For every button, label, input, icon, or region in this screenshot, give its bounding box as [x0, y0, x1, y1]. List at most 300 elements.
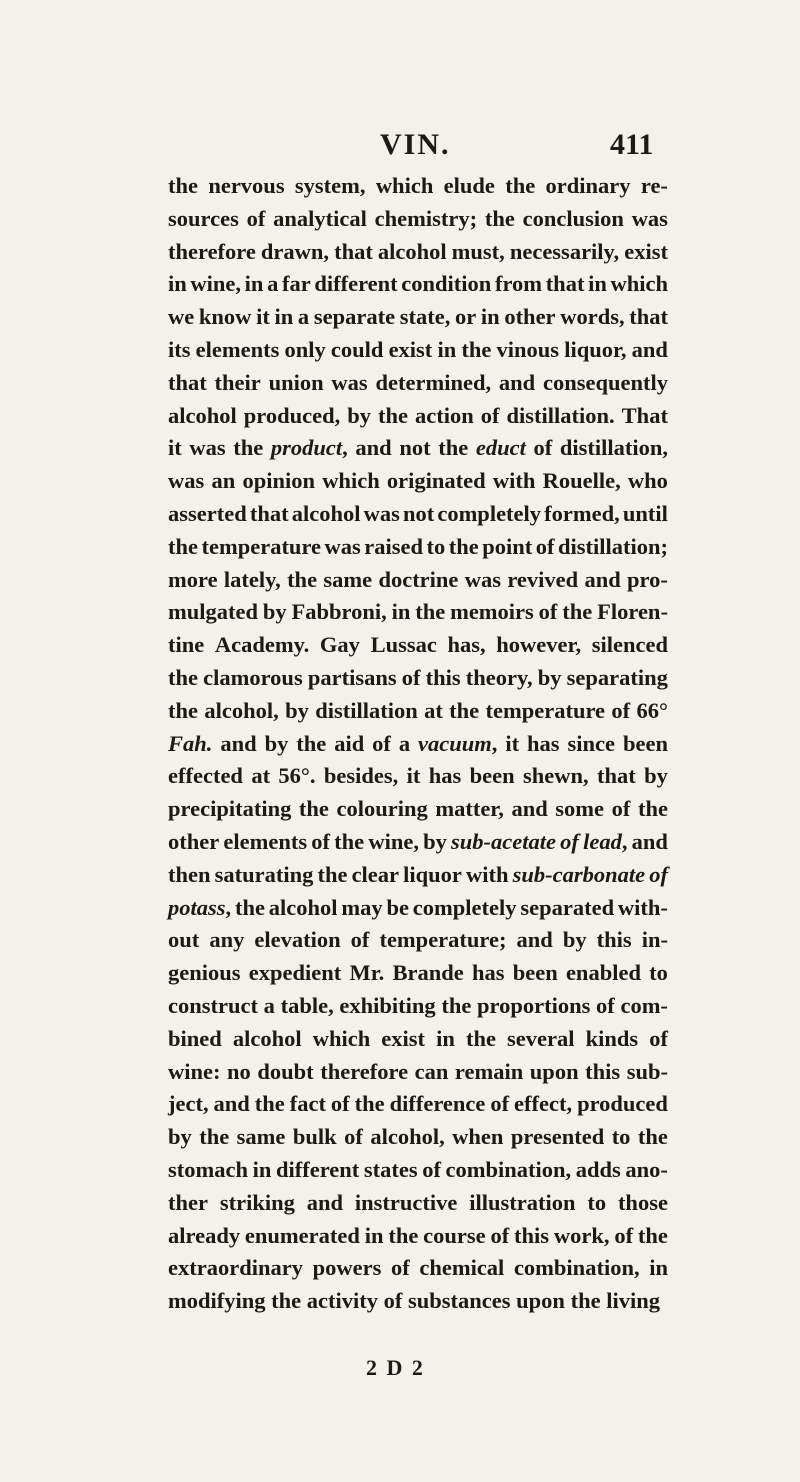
signature-mark: 2 D 2 — [366, 1355, 425, 1380]
word: genious — [168, 960, 241, 986]
word: liquor, — [564, 336, 627, 362]
word: the — [637, 796, 668, 822]
word: of — [490, 1091, 510, 1117]
word: was — [189, 435, 226, 461]
word: adds — [575, 1156, 621, 1182]
word: that — [249, 500, 289, 526]
word: produced, — [243, 402, 341, 428]
word: elements — [195, 336, 280, 362]
word: already — [168, 1222, 241, 1248]
word: Fah. — [168, 730, 213, 756]
word: alcohol — [268, 894, 338, 920]
text-line — [168, 1187, 668, 1220]
word: the — [562, 599, 593, 625]
text-line — [168, 924, 668, 957]
word: in — [649, 1255, 668, 1281]
word: wine: — [168, 1058, 221, 1084]
word: alcohol, — [204, 697, 279, 723]
word: and — [355, 435, 392, 461]
word: a — [398, 730, 411, 756]
word: with- — [617, 894, 668, 920]
word: the — [168, 664, 198, 690]
word: by — [262, 599, 287, 625]
word: living — [606, 1288, 660, 1314]
word: upon — [529, 1058, 579, 1084]
word: a — [267, 271, 279, 297]
word: condition — [401, 271, 492, 297]
word: drawn, — [260, 238, 330, 264]
word: the — [168, 697, 198, 723]
word: the — [254, 1091, 285, 1117]
word: could — [330, 336, 384, 362]
word: elements — [223, 828, 308, 854]
word: illustration — [469, 1189, 576, 1215]
word: temperature; — [379, 927, 507, 953]
word: table, — [280, 992, 334, 1018]
word: the — [415, 599, 446, 625]
word: at — [424, 697, 443, 723]
word: extraordinary — [168, 1255, 303, 1281]
word: same — [323, 566, 373, 592]
text-line — [168, 1056, 668, 1089]
word: ther — [168, 1189, 208, 1215]
word: re- — [640, 173, 668, 198]
word: distillation — [315, 697, 418, 723]
word: been — [512, 960, 558, 986]
word: lately, — [223, 566, 281, 592]
word: in — [168, 271, 187, 297]
word: know — [198, 304, 252, 330]
word: alcohol — [232, 1025, 302, 1051]
word: that — [168, 369, 207, 395]
text-line — [168, 859, 668, 892]
word: or — [454, 304, 477, 330]
word: opinion — [242, 468, 315, 494]
word: can — [414, 1058, 449, 1084]
word: of — [311, 828, 331, 854]
word: vinous — [496, 336, 560, 362]
word: 56°. — [278, 763, 316, 789]
word: may — [341, 894, 383, 920]
word: work, — [553, 1222, 610, 1248]
word: only — [284, 336, 326, 362]
word: and — [498, 369, 536, 395]
word: in — [244, 271, 264, 297]
word: consequently — [542, 369, 668, 395]
word: wine, — [190, 271, 242, 297]
word: and — [584, 566, 621, 592]
word: in — [274, 304, 294, 330]
word: Floren- — [597, 599, 668, 625]
word: any — [209, 927, 245, 953]
text-line — [168, 1252, 668, 1285]
word: effect, — [514, 1091, 573, 1117]
word: ordinary — [545, 173, 631, 198]
word: by — [285, 697, 309, 723]
word: by — [537, 664, 562, 690]
text-line — [168, 432, 668, 465]
word: besides, — [323, 763, 399, 789]
word: 66° — [636, 697, 668, 723]
word: of — [401, 664, 421, 690]
text-line — [168, 203, 668, 236]
word: temperature — [201, 533, 322, 559]
word: the — [461, 336, 492, 362]
word: revived — [507, 566, 579, 592]
word: must, — [451, 238, 505, 264]
word: in- — [641, 927, 668, 953]
word: of — [372, 730, 391, 756]
word: stomach — [168, 1156, 248, 1182]
word: course — [423, 1222, 486, 1248]
word: of — [560, 828, 579, 854]
word: fact — [289, 1091, 326, 1117]
word: Lussac — [370, 632, 437, 658]
word: temperature — [485, 697, 606, 723]
word: far — [281, 271, 311, 297]
text-line — [168, 728, 668, 761]
word: the — [296, 730, 327, 756]
word: was — [331, 369, 368, 395]
page-number: 411 — [610, 128, 654, 161]
word: was — [168, 468, 205, 494]
word: the — [484, 205, 515, 231]
word: not — [399, 435, 431, 461]
word: the — [505, 173, 536, 198]
word: exhibiting — [339, 992, 436, 1018]
word: That — [621, 402, 668, 428]
word: not — [402, 500, 435, 526]
word: same — [236, 1124, 286, 1150]
word: of — [538, 599, 558, 625]
word: by — [423, 828, 447, 854]
word: this — [514, 1222, 550, 1248]
word: educt — [475, 435, 526, 461]
word: alcohol — [377, 238, 447, 264]
word: was — [631, 205, 668, 231]
word: has — [428, 763, 462, 789]
word: precipitating — [168, 796, 292, 822]
word: chemical — [419, 1255, 505, 1281]
text-line — [168, 957, 668, 990]
word: until — [622, 500, 668, 526]
word: upon — [516, 1288, 565, 1314]
word: the — [637, 1124, 668, 1150]
word: their — [214, 369, 261, 395]
word: the — [168, 533, 198, 559]
word: of — [649, 1025, 668, 1051]
text-line — [168, 1023, 668, 1056]
text-line — [168, 236, 668, 269]
word: exist — [388, 336, 433, 362]
word: we — [168, 304, 195, 330]
word: no — [227, 1058, 251, 1084]
word: in — [436, 1025, 455, 1051]
word: activity — [306, 1288, 378, 1314]
word: and — [511, 796, 548, 822]
word: Gay — [319, 632, 360, 658]
word: determined, — [375, 369, 492, 395]
word: system, — [294, 173, 366, 198]
word: mulgated — [168, 599, 258, 625]
text-line — [168, 629, 668, 662]
word: of — [614, 1222, 634, 1248]
running-head — [0, 128, 800, 168]
word: enumerated — [244, 1222, 360, 1248]
word: ano- — [625, 1156, 668, 1182]
text-line — [168, 826, 668, 859]
word: doubt — [257, 1058, 314, 1084]
word: of — [480, 402, 500, 428]
word: modifying — [168, 1288, 266, 1314]
word: ject, — [168, 1091, 209, 1117]
text-line — [168, 498, 668, 531]
word: Brande — [392, 960, 464, 986]
word: and — [306, 1189, 343, 1215]
word: elude — [443, 173, 495, 198]
word: shewn, — [523, 763, 589, 789]
word: separated — [520, 894, 615, 920]
text-line — [168, 170, 668, 203]
word: in — [480, 304, 500, 330]
word: instructive — [354, 1189, 458, 1215]
word: to — [649, 960, 668, 986]
word: that — [597, 763, 636, 789]
word: the — [449, 697, 480, 723]
word: colouring — [336, 796, 428, 822]
word: which — [610, 271, 668, 297]
word: of — [490, 1222, 510, 1248]
text-line — [168, 990, 668, 1023]
word: union — [268, 369, 324, 395]
word: construct — [168, 992, 258, 1018]
word: alcohol — [291, 500, 361, 526]
word: and — [213, 1091, 250, 1117]
word: which — [312, 1025, 371, 1051]
word: of — [611, 796, 631, 822]
word: this — [596, 927, 632, 953]
word: it — [505, 730, 520, 756]
word: vacuum, — [418, 730, 498, 756]
word: of — [611, 697, 631, 723]
word: from — [494, 271, 543, 297]
word: the — [570, 1288, 601, 1314]
word: product, — [270, 435, 348, 461]
word: Mr. — [349, 960, 385, 986]
word: other — [504, 304, 556, 330]
text-line — [168, 400, 668, 433]
word: by — [347, 402, 372, 428]
word: different — [275, 1156, 360, 1182]
word: of — [246, 205, 266, 231]
text-line — [168, 301, 668, 334]
word: elevation — [254, 927, 341, 953]
word: com- — [620, 992, 668, 1018]
word: it — [256, 304, 270, 330]
word: of — [422, 1156, 441, 1182]
word: state, — [399, 304, 451, 330]
text-line — [168, 268, 668, 301]
word: powers — [312, 1255, 382, 1281]
word: since — [567, 730, 616, 756]
word: by — [644, 763, 668, 789]
word: sources — [168, 205, 239, 231]
word: therefore — [168, 238, 256, 264]
word: been — [622, 730, 668, 756]
word: theory, — [465, 664, 533, 690]
word: the — [637, 1222, 668, 1248]
word: that — [629, 304, 668, 330]
text-line — [168, 793, 668, 826]
word: out — [168, 927, 200, 953]
word: when — [452, 1124, 504, 1150]
word: to — [587, 1189, 607, 1215]
word: combination, — [445, 1156, 572, 1182]
word: who — [627, 468, 668, 494]
word: of — [596, 992, 615, 1018]
word: wine, — [368, 828, 419, 854]
word: effected — [168, 763, 243, 789]
word: asserted — [168, 500, 247, 526]
word: exist — [624, 238, 668, 264]
text-line — [168, 1285, 668, 1318]
word: of — [533, 435, 553, 461]
word: the — [234, 894, 265, 920]
text-line — [168, 662, 668, 695]
word: formed, — [544, 500, 620, 526]
word: alcohol, — [370, 1124, 445, 1150]
word: analytical — [273, 205, 367, 231]
word: the — [334, 828, 365, 854]
word: of — [390, 1255, 410, 1281]
word: states — [363, 1156, 418, 1182]
word: be — [386, 894, 409, 920]
word: therefore — [320, 1058, 409, 1084]
text-line — [168, 1220, 668, 1253]
word: the — [317, 861, 348, 887]
word: produced — [577, 1091, 668, 1117]
word: some — [555, 796, 605, 822]
word: partisans — [307, 664, 397, 690]
running-title: VIN. — [380, 128, 451, 161]
word: originated — [386, 468, 486, 494]
word: separating — [566, 664, 668, 690]
word: it — [406, 763, 421, 789]
word: this — [585, 1058, 621, 1084]
word: with — [492, 468, 536, 494]
word: the — [441, 992, 472, 1018]
word: sub-acetate — [451, 828, 557, 854]
word: of — [350, 927, 370, 953]
word: the — [271, 1288, 302, 1314]
word: action — [415, 402, 474, 428]
word: saturating — [214, 861, 314, 887]
text-line — [168, 465, 668, 498]
word: bined — [168, 1025, 222, 1051]
text-line — [168, 892, 668, 925]
word: this — [425, 664, 461, 690]
word: has — [527, 730, 560, 756]
word: clear — [351, 861, 400, 887]
word: and — [220, 730, 257, 756]
word: the — [448, 533, 479, 559]
word: was — [363, 500, 400, 526]
word: and — [516, 927, 553, 953]
word: of — [383, 1288, 403, 1314]
word: other — [168, 828, 220, 854]
word: doctrine — [378, 566, 459, 592]
word: proportions — [477, 992, 591, 1018]
word: enabled — [565, 960, 641, 986]
word: exist — [381, 1025, 426, 1051]
word: completely — [437, 500, 542, 526]
word: point — [482, 533, 533, 559]
word: combination, — [513, 1255, 640, 1281]
word: by — [168, 1124, 192, 1150]
text-line — [168, 695, 668, 728]
word: has — [471, 960, 505, 986]
word: however, — [496, 632, 582, 658]
word: of — [330, 1091, 350, 1117]
word: nervous — [208, 173, 285, 198]
word: which — [322, 468, 380, 494]
word: in — [252, 1156, 272, 1182]
word: in — [364, 1222, 384, 1248]
word: presented — [510, 1124, 605, 1150]
word: the — [438, 435, 469, 461]
word: the — [199, 1124, 230, 1150]
word: pro- — [627, 566, 668, 592]
word: liquor — [403, 861, 462, 887]
word: an — [211, 468, 236, 494]
word: in — [391, 599, 411, 625]
word: Rouelle, — [542, 468, 621, 494]
word: difference — [389, 1091, 486, 1117]
text-line — [168, 1121, 668, 1154]
word: separate — [313, 304, 396, 330]
word: which — [375, 173, 434, 198]
word: the — [354, 1091, 385, 1117]
word: of — [649, 861, 668, 887]
word: substances — [408, 1288, 511, 1314]
word: the — [298, 796, 329, 822]
word: more — [168, 566, 218, 592]
text-line — [168, 531, 668, 564]
word: by — [264, 730, 289, 756]
word: bulk — [292, 1124, 337, 1150]
word: striking — [219, 1189, 295, 1215]
word: in — [437, 336, 457, 362]
word: those — [617, 1189, 668, 1215]
word: chemistry; — [374, 205, 478, 231]
word: sub-carbonate — [512, 861, 646, 887]
word: raised — [364, 533, 423, 559]
word: that — [334, 238, 373, 264]
word: aid — [334, 730, 365, 756]
word: memoirs — [450, 599, 534, 625]
word: conclusion — [522, 205, 624, 231]
word: with — [466, 861, 509, 887]
word: has, — [447, 632, 486, 658]
word: the — [233, 435, 264, 461]
word: and — [631, 828, 668, 854]
word: the — [465, 1025, 496, 1051]
text-line — [168, 1088, 668, 1121]
body-text — [168, 170, 668, 1318]
word: the — [378, 402, 409, 428]
word: was — [464, 566, 501, 592]
word: matter, — [435, 796, 504, 822]
